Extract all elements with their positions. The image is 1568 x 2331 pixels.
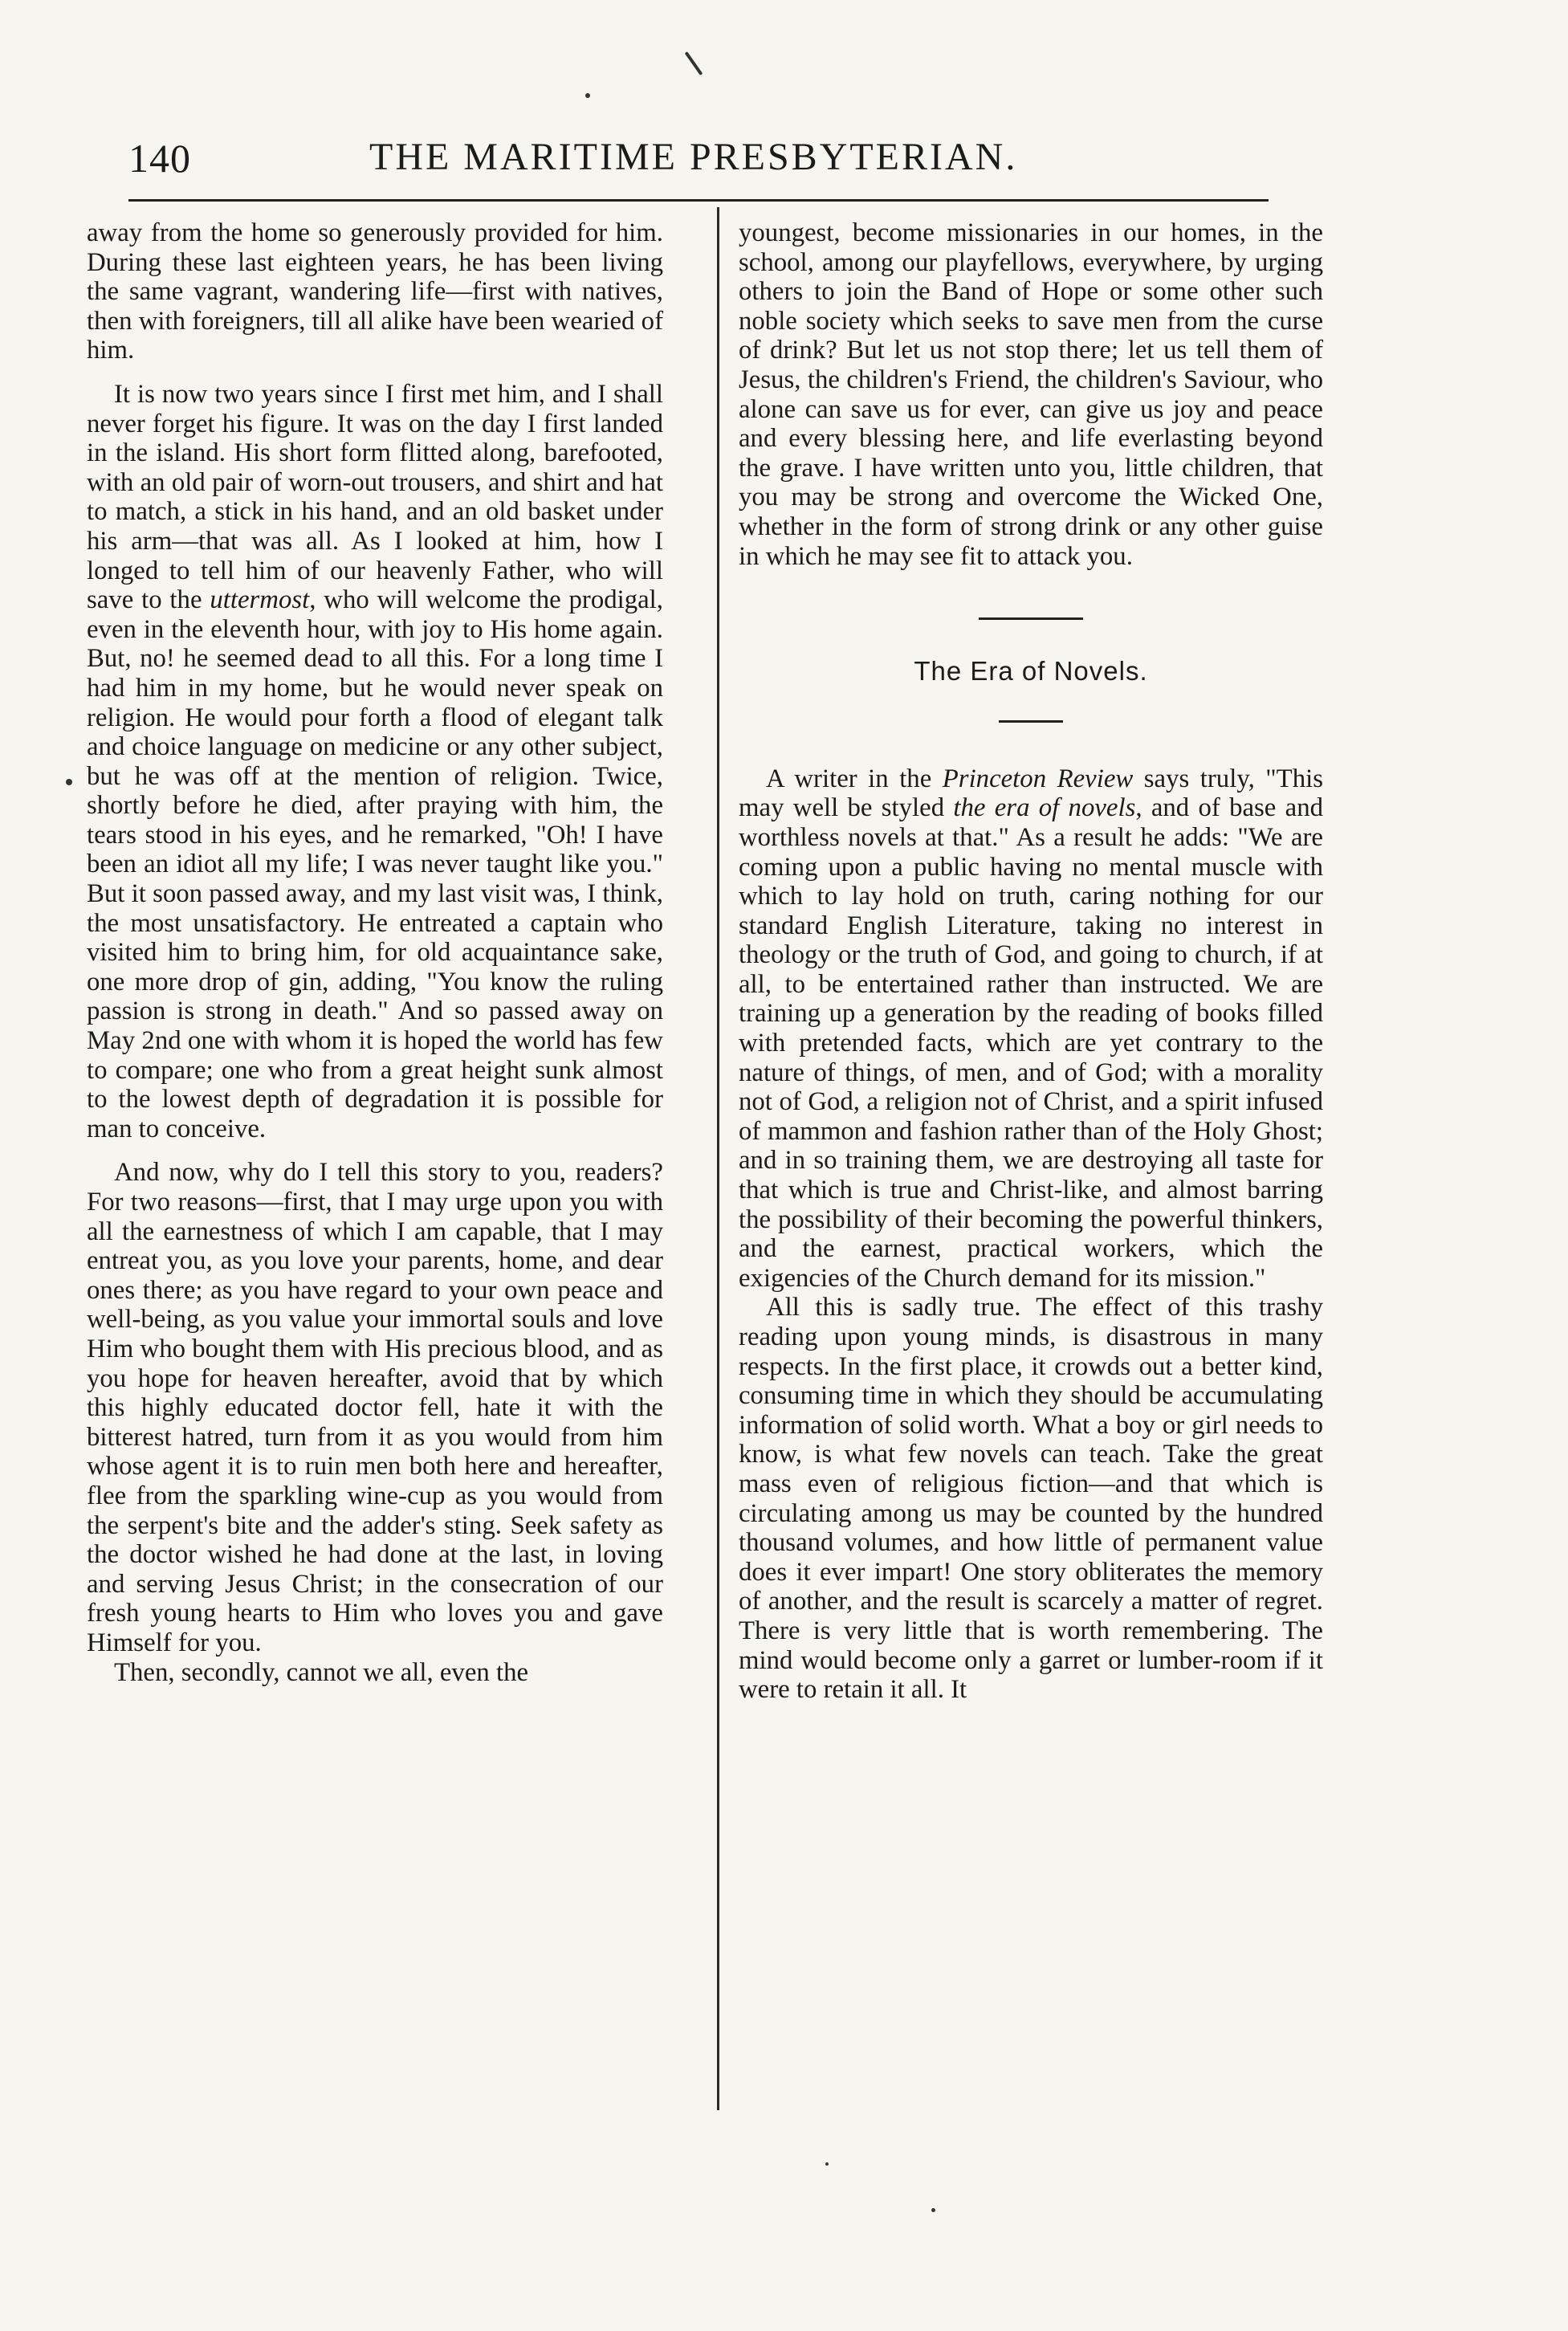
text-run: A writer in the (766, 764, 943, 793)
print-speck (585, 93, 590, 98)
print-speck (825, 2162, 829, 2166)
text-run: It is now two years since I first met him, and I shall never forget his figure. It was on the day I first landed in the island. His short form flitted along, barefooted, with an old pair of worn-out trousers, and shirt and hat to match, a stick in his hand, and an old basket under his arm—that was all. As I looked at him, how I longed to tell him of our heavenly Father, who will save to the (87, 379, 663, 615)
print-speck (685, 51, 703, 75)
paragraph: away from the home so generously provided for him. During these last eighteen years, he has been living the same vagrant, wandering life—first with natives, then with foreigners, till all alike have been wearied of him. (87, 218, 663, 365)
paragraph: youngest, become missionaries in our homes, in the school, among our playfellows, everywhere, by urging others to join the Band of Hope or some other such noble society which seeks to save men from the curse of drink? But let us not stop there; let us tell them of Jesus, the children's Friend, the children's Saviour, who alone can save us for ever, can give us joy and peace and every blessing here, and life everlasting beyond the grave. I have written unto you, little children, that you may be strong and overcome the Wicked One, whether in the form of strong drink or any other guise in which he may see fit to attack you. (739, 218, 1323, 571)
italic-text: Princeton Review (942, 764, 1134, 793)
left-column (87, 218, 663, 1687)
text-run: , who will welcome the prodigal, even in the eleventh hour, with joy to His home again. But, no! he seemed dead to all this. For a long time I had him in my home, but he would never speak on religion. He would pour forth a flood of elegant talk and choice language on medicine or any other subject, but he was off at the mention of religion. Twice, shortly before he died, after praying with him, the tears stood in his eyes, and he remarked, "Oh! I have been an idiot all my life; I was never taught like you." But it soon passed away, and my last visit was, I think, the most unsatisfactory. He entreated a captain who visited him to bring him, for old acquaintance sake, one more drop of gin, adding, "You know the ruling passion is strong in death." And so passed away on May 2nd one with whom it is hoped the world has few to compare; one who from a great height sunk almost to the lowest depth of degradation it is possible for man to conceive. (87, 585, 663, 1143)
column-divider (717, 207, 719, 2110)
section-rule-bottom (999, 720, 1063, 723)
print-speck (931, 2208, 935, 2212)
paragraph: All this is sadly true. The effect of this trashy reading upon young minds, is disastrous in many respects. In the first place, it crowds out a better kind, consuming time in which they should be accumulating information of solid worth. What a boy or girl needs to know, is what few novels can teach. Take the great mass even of religious fiction—and that which is circulating among us may be counted by the hundred thousand volumes, and how little of permanent value does it ever impart! One story obliterates the memory of another, and the result is scarcely a matter of regret. There is very little that is worth remembering. The mind would become only a garret or lumber-room if it were to retain it all. It (739, 1293, 1323, 1705)
text-run: , and of base and worthless novels at that." As a result he adds: "We are coming upon a public having no mental muscle with which to lay hold on truth, caring nothing for our standard English Literature, taking no interest in theology or the truth of God, and going to church, if at all, to be entertained rather than instructed. We are training up a generation by the reading of books filled with pretended facts, which are yet contrary to the nature of things, of men, and of God; with a morality not of God, a religion not of Christ, and a spirit infused of mammon and fashion rather than of the Holy Ghost; and in so training them, we are destroying all taste for that which is true and Christ-like, and almost barring the possibility of their becoming the powerful thinkers, and the earnest, practical workers, which the exigencies of the Church demand for its mission." (739, 793, 1323, 1293)
italic-text: the era of novels (953, 793, 1136, 823)
paragraph: And now, why do I tell this story to you, readers? For two reasons—first, that I may urge upon you with all the earnestness of which I am capable, that I may entreat you, as you love your parents, home, and dear ones there; as you have regard to your own peace and well-being, as you value your immortal souls and love Him who bought them with His precious blood, and as you hope for heaven hereafter, avoid that by which this highly educated doctor fell, hate it with the bitterest hatred, turn from it as you would from him whose agent it is to ruin men both here and hereafter, flee from the sparkling wine-cup as you would from the serpent's bite and the adder's sting. Seek safety as the doctor wished he had done at the last, in loving and serving Jesus Christ; in the consecration of our fresh young hearts to Him who loves you and gave Himself for you. (87, 1158, 663, 1657)
page-number: 140 (128, 136, 191, 181)
header-rule (128, 199, 1269, 202)
section-rule-top (979, 617, 1083, 620)
paragraph: Then, secondly, cannot we all, even the (114, 1657, 529, 1687)
paragraph (87, 380, 663, 1143)
text-run: says truly, "This may well be styled (739, 764, 1323, 823)
right-column (739, 218, 1323, 1705)
running-title: THE MARITIME PRESBYTERIAN. (369, 136, 1018, 178)
page-header (128, 135, 1285, 191)
section-title: The Era of Novels. (914, 656, 1148, 687)
paragraph (739, 764, 1323, 1294)
print-speck (66, 779, 72, 785)
italic-text: uttermost (210, 585, 310, 615)
